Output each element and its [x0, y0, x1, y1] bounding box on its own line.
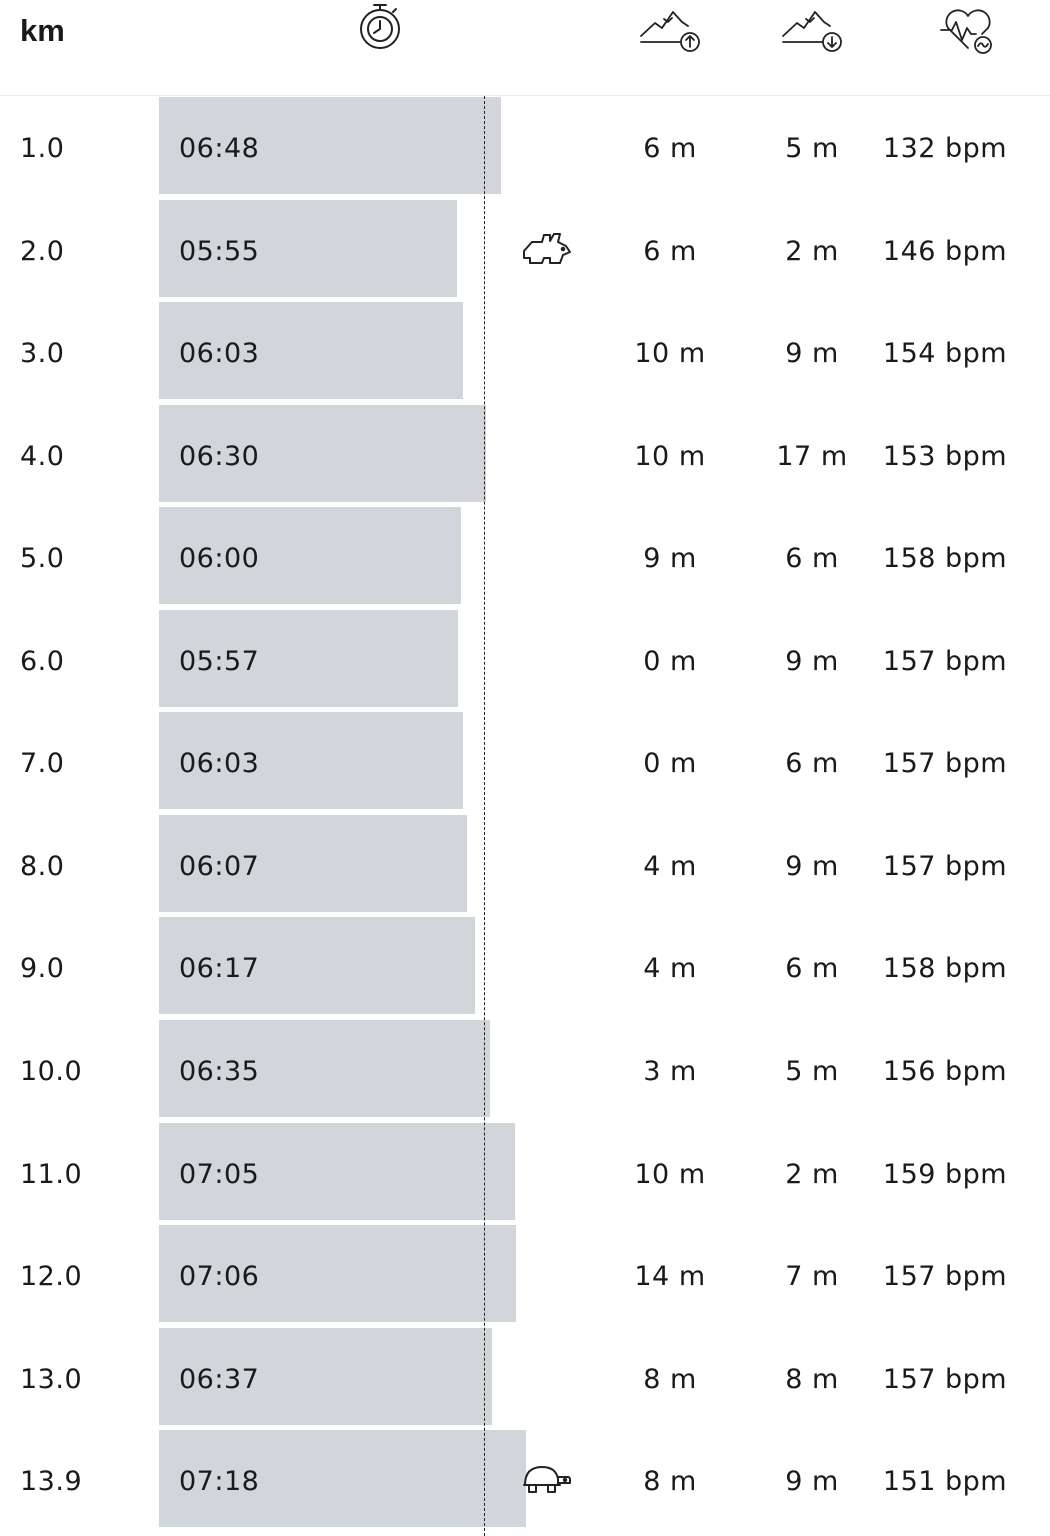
split-pace: 07:06 [179, 1261, 260, 1293]
turtle-icon [520, 1459, 574, 1510]
split-distance: 13.9 [20, 1466, 83, 1498]
split-elevation-loss: 8 m [785, 1363, 839, 1395]
split-elevation-gain: 8 m [643, 1466, 697, 1498]
split-row[interactable] [0, 404, 1050, 507]
split-elevation-loss: 5 m [785, 1055, 839, 1087]
split-elevation-loss: 7 m [785, 1261, 839, 1293]
rabbit-icon [520, 229, 574, 280]
split-elevation-gain: 0 m [643, 748, 697, 780]
split-elevation-loss: 5 m [785, 133, 839, 164]
distance-column-label: km [20, 13, 65, 48]
split-row[interactable] [0, 916, 1050, 1019]
split-row[interactable] [0, 711, 1050, 814]
split-elevation-loss: 9 m [785, 850, 839, 882]
split-distance: 3.0 [20, 338, 65, 370]
split-elevation-gain: 10 m [634, 440, 706, 472]
split-heart-rate: 154 bpm [882, 338, 1008, 370]
split-pace: 06:17 [179, 953, 260, 985]
split-elevation-gain: 9 m [643, 543, 697, 575]
splits-header [0, 0, 1050, 96]
split-row[interactable] [0, 199, 1050, 302]
average-pace-line [484, 96, 485, 1536]
split-distance: 5.0 [20, 543, 65, 575]
split-elevation-loss: 9 m [785, 645, 839, 677]
split-distance: 1.0 [20, 133, 65, 164]
split-elevation-loss: 9 m [785, 338, 839, 370]
split-row[interactable] [0, 1122, 1050, 1225]
split-heart-rate: 157 bpm [882, 850, 1008, 882]
split-elevation-gain: 4 m [643, 953, 697, 985]
split-elevation-gain: 6 m [643, 235, 697, 267]
split-heart-rate: 153 bpm [882, 440, 1008, 472]
split-pace: 06:07 [179, 850, 260, 882]
split-pace: 05:57 [179, 645, 260, 677]
split-distance: 10.0 [20, 1055, 83, 1087]
split-elevation-loss: 17 m [776, 440, 848, 472]
split-heart-rate: 158 bpm [882, 543, 1008, 575]
split-pace: 07:05 [179, 1158, 260, 1190]
split-pace: 06:03 [179, 748, 260, 780]
split-row[interactable] [0, 1327, 1050, 1430]
split-pace: 06:35 [179, 1055, 260, 1087]
split-heart-rate: 158 bpm [882, 953, 1008, 985]
split-elevation-gain: 14 m [634, 1261, 706, 1293]
split-row[interactable] [0, 1224, 1050, 1327]
split-distance: 4.0 [20, 440, 65, 472]
split-pace: 06:30 [179, 440, 260, 472]
split-distance: 8.0 [20, 850, 65, 882]
split-pace: 06:00 [179, 543, 260, 575]
split-row[interactable] [0, 609, 1050, 712]
split-row[interactable] [0, 96, 1050, 199]
split-distance: 13.0 [20, 1363, 83, 1395]
split-pace: 07:18 [179, 1466, 260, 1498]
split-distance: 12.0 [20, 1261, 83, 1293]
split-row[interactable] [0, 814, 1050, 917]
split-heart-rate: 159 bpm [882, 1158, 1008, 1190]
split-elevation-loss: 2 m [785, 235, 839, 267]
split-heart-rate: 151 bpm [882, 1466, 1008, 1498]
split-heart-rate: 146 bpm [882, 235, 1008, 267]
split-row[interactable] [0, 1429, 1050, 1532]
split-distance: 2.0 [20, 235, 65, 267]
stopwatch-icon [355, 2, 405, 52]
elevation-gain-icon [638, 6, 704, 54]
elevation-loss-icon [780, 6, 846, 54]
split-elevation-gain: 10 m [634, 338, 706, 370]
split-elevation-loss: 2 m [785, 1158, 839, 1190]
split-heart-rate: 157 bpm [882, 748, 1008, 780]
split-elevation-gain: 6 m [643, 133, 697, 164]
split-elevation-loss: 6 m [785, 953, 839, 985]
split-distance: 6.0 [20, 645, 65, 677]
split-pace: 05:55 [179, 235, 260, 267]
split-pace: 06:37 [179, 1363, 260, 1395]
split-distance: 7.0 [20, 748, 65, 780]
split-heart-rate: 157 bpm [882, 1261, 1008, 1293]
split-elevation-loss: 9 m [785, 1466, 839, 1498]
split-elevation-gain: 8 m [643, 1363, 697, 1395]
heart-rate-icon [938, 8, 998, 58]
split-row[interactable] [0, 1019, 1050, 1122]
split-elevation-gain: 4 m [643, 850, 697, 882]
split-elevation-loss: 6 m [785, 543, 839, 575]
split-heart-rate: 132 bpm [882, 133, 1008, 164]
split-heart-rate: 156 bpm [882, 1055, 1008, 1087]
split-row[interactable] [0, 301, 1050, 404]
split-elevation-gain: 10 m [634, 1158, 706, 1190]
split-distance: 11.0 [20, 1158, 83, 1190]
split-heart-rate: 157 bpm [882, 645, 1008, 677]
split-elevation-loss: 6 m [785, 748, 839, 780]
split-row[interactable] [0, 506, 1050, 609]
split-pace: 06:03 [179, 338, 260, 370]
split-elevation-gain: 0 m [643, 645, 697, 677]
split-elevation-gain: 3 m [643, 1055, 697, 1087]
split-heart-rate: 157 bpm [882, 1363, 1008, 1395]
split-distance: 9.0 [20, 953, 65, 985]
split-pace: 06:48 [179, 133, 260, 164]
